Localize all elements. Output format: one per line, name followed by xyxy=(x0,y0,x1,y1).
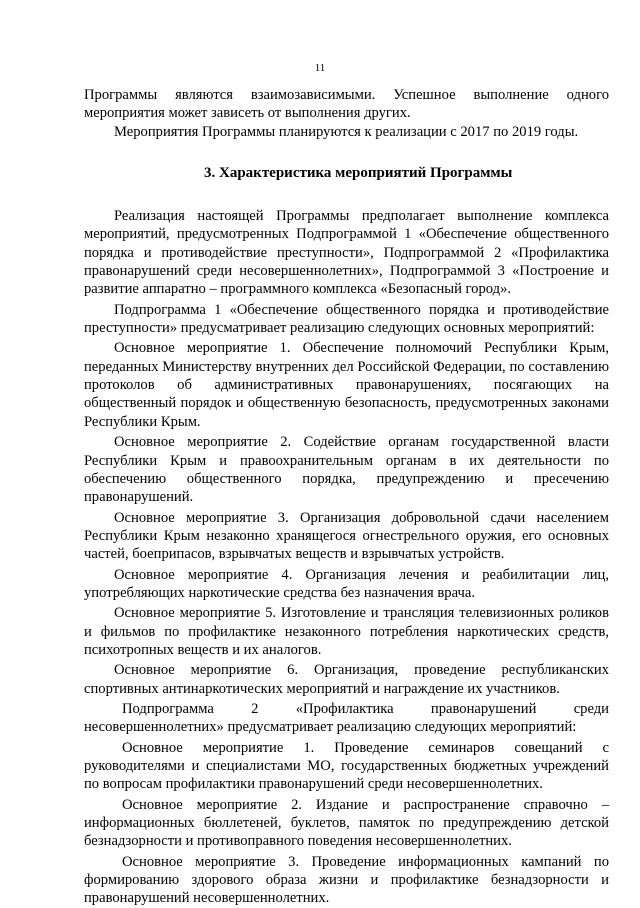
paragraph-activity-2-1: Основное мероприятие 1. Проведение семинаров совещаний с руководителями и специалистами МО, государственных бюджетных учреждений по вопросам профилактики правонарушений среди несовершеннолетних. xyxy=(84,739,609,793)
paragraph-activity-1-6: Основное мероприятие 6. Организация, проведение республиканских спортивных антинаркотических мероприятий и награждение их участников. xyxy=(84,662,609,697)
paragraph-activity-1-4: Основное мероприятие 4. Организация лечения и реабилитации лиц, употребляющих наркотические средства без назначения врача. xyxy=(84,566,609,601)
paragraph-subprogram-1-intro: Подпрограмма 1 «Обеспечение общественного порядка и противодействие преступности» предусматривает реализацию следующих основных мероприятий: xyxy=(84,301,609,337)
paragraph-subprogram-2-intro: Подпрограмма 2 «Профилактика правонарушений среди несовершеннолетних» предусматривает реализацию следующих мероприятий: xyxy=(84,700,609,736)
paragraph-program-implementation: Реализация настоящей Программы предполагает выполнение комплекса мероприятий, предусмотренных Подпрограммой 1 «Обеспечение общественного порядка и противодействие преступности», Подпрограммой 2 «Профилактика правонарушений среди несовершеннолетних», Подпрограммой 3 «Построение и развитие аппаратно – программного комплекса «Безопасный город». xyxy=(84,208,609,298)
paragraph-program-period: Мероприятия Программы планируются к реализации с 2017 по 2019 годы. xyxy=(114,123,579,140)
document-body xyxy=(84,86,609,908)
paragraph-activity-2-3: Основное мероприятие 3. Проведение информационных кампаний по формированию здорового образа жизни и профилактике безнадзорности и правонарушений несовершеннолетних. xyxy=(84,853,609,907)
paragraph-activity-2-2: Основное мероприятие 2. Издание и распространение справочно – информационных бюллетеней, буклетов, памяток по предупреждению детской безнадзорности и противоправного поведения несовершеннолетних. xyxy=(84,796,609,850)
section-heading: 3. Характеристика мероприятий Программы xyxy=(204,165,513,182)
paragraph-activity-1-1: Основное мероприятие 1. Обеспечение полномочий Республики Крым, переданных Министерству внутренних дел Российской Федерации, по составлению протоколов об административных правонарушениях, посягающих на общественный порядок и общественную безопасность, предусмотренных законами Республики Крым. xyxy=(84,340,609,430)
paragraph-continuation: Программы являются взаимозависимыми. Успешное выполнение одного мероприятия может зависеть от выполнения других. xyxy=(84,87,609,122)
paragraph-activity-1-5: Основное мероприятие 5. Изготовление и трансляция телевизионных роликов и фильмов по профилактике незаконного потребления наркотических средств, психотропных веществ и их аналогов. xyxy=(84,605,609,658)
paragraph-activity-1-3: Основное мероприятие 3. Организация добровольной сдачи населением Республики Крым незаконно хранящегося огнестрельного оружия, его основных частей, боеприпасов, взрывчатых веществ и взрывчатых устройств. xyxy=(84,509,609,563)
page-number: 11 xyxy=(314,62,326,74)
paragraph-activity-1-2: Основное мероприятие 2. Содействие органам государственной власти Республики Крым и правоохранительным органам в их деятельности по обеспечению общественного порядка, предупреждению и пресечению правонарушений. xyxy=(84,434,609,506)
